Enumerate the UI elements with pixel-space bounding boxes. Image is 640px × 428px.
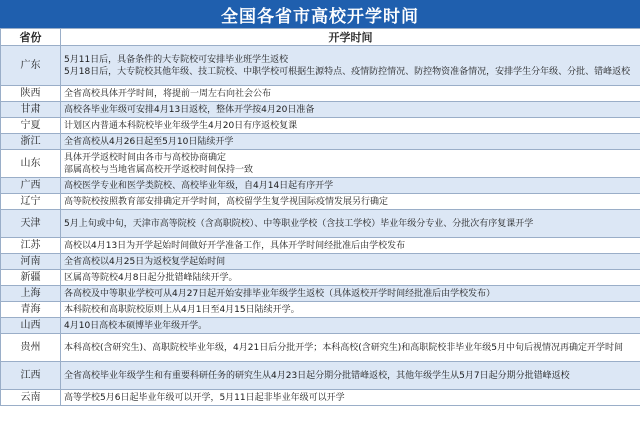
province-cell: 陕西 bbox=[1, 86, 61, 102]
table-row bbox=[1, 238, 640, 254]
opening-time-text: 本科高校(含研究生)、高职院校毕业年级，4月21日后分批开学；本科高校(含研究生)和高职院校非毕业年级5月中旬后视情况再确定开学时间 bbox=[64, 342, 623, 353]
table-row bbox=[1, 134, 640, 150]
province-cell: 青海 bbox=[1, 302, 61, 318]
province-cell: 天津 bbox=[1, 210, 61, 238]
province-cell: 浙江 bbox=[1, 134, 61, 150]
province-cell: 江西 bbox=[1, 362, 61, 390]
opening-time-text: 部属高校与当地省属高校开学返校时间保持一致 bbox=[64, 164, 254, 175]
opening-time-text: 5月18日后，大专院校其他年级、技工院校、中职学校可根据生源特点、疫情防控情况、防控物资准备情况，安排学生分年级、分批、错峰返校 bbox=[64, 66, 631, 77]
page-title: 全国各省市高校开学时间 bbox=[0, 0, 640, 28]
opening-time-cell bbox=[61, 302, 640, 318]
table-row bbox=[1, 118, 640, 134]
table-row bbox=[1, 270, 640, 286]
opening-time-cell bbox=[61, 46, 640, 86]
opening-time-cell bbox=[61, 102, 640, 118]
opening-time-cell bbox=[61, 334, 640, 362]
opening-time-cell bbox=[61, 286, 640, 302]
table-row bbox=[1, 194, 640, 210]
table-row bbox=[1, 178, 640, 194]
table-body bbox=[1, 46, 640, 406]
opening-time-text: 4月10日高校本硕博毕业年级开学。 bbox=[64, 320, 208, 331]
province-cell: 甘肃 bbox=[1, 102, 61, 118]
province-cell: 云南 bbox=[1, 390, 61, 406]
opening-time-text: 计划区内普通本科院校毕业年级学生4月20日有序返校复课 bbox=[64, 120, 298, 131]
opening-time-text: 5月11日后，具备条件的大专院校可安排毕业班学生返校 bbox=[64, 54, 289, 65]
column-header-province: 省份 bbox=[1, 29, 61, 46]
opening-time-text: 全省高校具体开学时间，将提前一周左右向社会公布 bbox=[64, 88, 272, 99]
table-row bbox=[1, 318, 640, 334]
opening-time-text: 全省高校毕业年级学生和有重要科研任务的研究生从4月23日起分期分批错峰返校，其他年级学生从5月7日起分期分批错峰返校 bbox=[64, 370, 570, 381]
province-cell: 广东 bbox=[1, 46, 61, 86]
opening-time-cell bbox=[61, 118, 640, 134]
opening-time-text: 本科院校和高职院校原则上从4月1日至4月15日陆续开学。 bbox=[64, 304, 300, 315]
opening-time-cell bbox=[61, 254, 640, 270]
opening-time-text: 5月上旬或中旬，天津市高等院校（含高职院校）、中等职业学校（含技工学校）毕业年级分专业、分批次有序复课开学 bbox=[64, 218, 534, 229]
opening-time-text: 具体开学返校时间由各市与高校协商确定 bbox=[64, 152, 227, 163]
province-cell: 江苏 bbox=[1, 238, 61, 254]
province-cell: 宁夏 bbox=[1, 118, 61, 134]
opening-time-cell bbox=[61, 270, 640, 286]
opening-time-text: 高校各毕业年级可安排4月13日返校，整体开学按4月20日准备 bbox=[64, 104, 315, 115]
opening-time-cell bbox=[61, 178, 640, 194]
province-cell: 上海 bbox=[1, 286, 61, 302]
column-header-time: 开学时间 bbox=[61, 29, 640, 46]
table-row bbox=[1, 254, 640, 270]
opening-time-cell bbox=[61, 362, 640, 390]
opening-time-text: 各高校及中等职业学校可从4月27日起开始安排毕业年级学生返校（具体返校开学时间经批准后由学校发布） bbox=[64, 288, 496, 299]
opening-time-cell bbox=[61, 210, 640, 238]
table-row bbox=[1, 210, 640, 238]
table-row bbox=[1, 150, 640, 178]
table-row bbox=[1, 102, 640, 118]
opening-time-text: 高校以4月13日为开学起始时间做好开学准备工作，具体开学时间经批准后由学校发布 bbox=[64, 240, 406, 251]
opening-time-text: 高校医学专业和医学类院校、高校毕业年级，自4月14日起有序开学 bbox=[64, 180, 334, 191]
province-cell: 山西 bbox=[1, 318, 61, 334]
province-cell: 新疆 bbox=[1, 270, 61, 286]
opening-time-cell bbox=[61, 318, 640, 334]
opening-time-cell bbox=[61, 238, 640, 254]
table-row bbox=[1, 286, 640, 302]
opening-time-cell bbox=[61, 134, 640, 150]
table-row bbox=[1, 46, 640, 86]
province-cell: 辽宁 bbox=[1, 194, 61, 210]
table-row bbox=[1, 362, 640, 390]
opening-time-cell bbox=[61, 194, 640, 210]
opening-time-text: 全省高校从4月26日起至5月10日陆续开学 bbox=[64, 136, 234, 147]
province-cell: 广西 bbox=[1, 178, 61, 194]
table-header-row bbox=[1, 29, 640, 46]
opening-time-cell bbox=[61, 390, 640, 406]
table-row bbox=[1, 334, 640, 362]
province-cell: 山东 bbox=[1, 150, 61, 178]
table-row bbox=[1, 302, 640, 318]
table-row bbox=[1, 390, 640, 406]
opening-time-text: 高等院校按照教育部安排确定开学时间，高校留学生复学视国际疫情发展另行确定 bbox=[64, 196, 389, 207]
opening-time-cell bbox=[61, 150, 640, 178]
opening-schedule-table bbox=[0, 28, 640, 406]
province-cell: 贵州 bbox=[1, 334, 61, 362]
province-cell: 河南 bbox=[1, 254, 61, 270]
opening-time-text: 区属高等院校4月8日起分批错峰陆续开学。 bbox=[64, 272, 238, 283]
opening-time-text: 高等学校5月6日起毕业年级可以开学，5月11日起非毕业年级可以开学 bbox=[64, 392, 345, 403]
opening-time-text: 全省高校以4月25日为返校复学起始时间 bbox=[64, 256, 226, 267]
opening-time-cell bbox=[61, 86, 640, 102]
table-row bbox=[1, 86, 640, 102]
